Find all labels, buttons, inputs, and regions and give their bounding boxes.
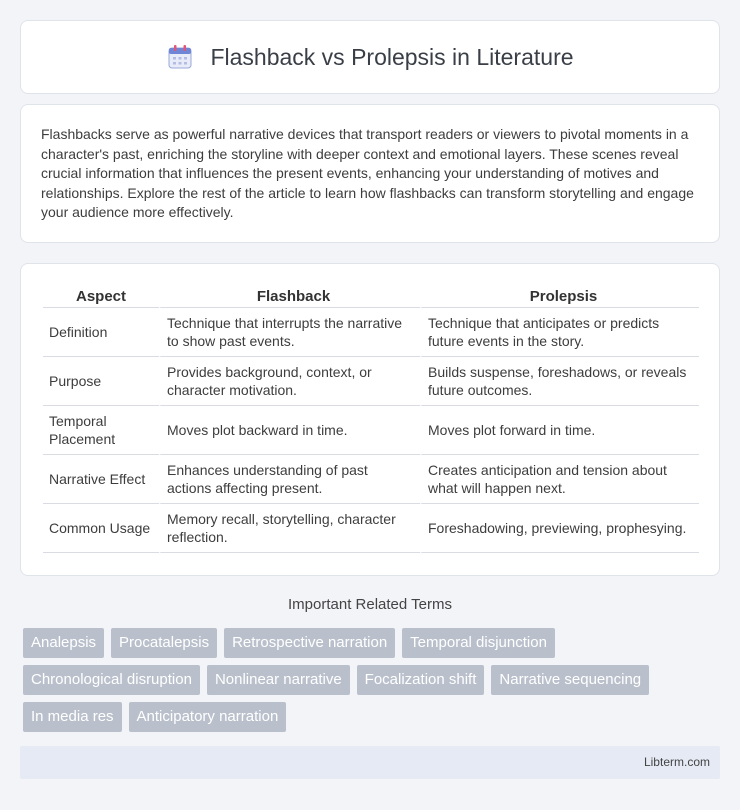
tag-retrospective-narration[interactable]: Retrospective narration [224, 628, 395, 658]
page-title: Flashback vs Prolepsis in Literature [210, 43, 574, 70]
aspect-cell: Purpose [43, 357, 159, 406]
tag-temporal-disjunction[interactable]: Temporal disjunction [402, 628, 555, 658]
related-terms-title: Important Related Terms [288, 596, 452, 613]
footer-site-link[interactable]: Libterm.com [643, 755, 710, 769]
flashback-cell: Technique that interrupts the narrative to show past events. [159, 308, 420, 357]
tag-analepsis[interactable]: Analepsis [23, 628, 104, 658]
tag-narrative-sequencing[interactable]: Narrative sequencing [491, 665, 649, 695]
header-aspect: Aspect [43, 284, 159, 308]
table-row [43, 308, 699, 357]
tag-chronological-disruption[interactable]: Chronological disruption [23, 665, 200, 695]
tag-in-media-res[interactable]: In media res [23, 702, 122, 732]
related-terms-list [23, 628, 713, 732]
tag-focalization-shift[interactable]: Focalization shift [357, 665, 485, 695]
prolepsis-cell: Technique that anticipates or predicts future events in the story. [420, 308, 699, 357]
tag-nonlinear-narrative[interactable]: Nonlinear narrative [207, 665, 350, 695]
header-card [20, 20, 720, 94]
flashback-cell: Moves plot backward in time. [159, 406, 420, 455]
table-row [43, 504, 699, 553]
table-row [43, 406, 699, 455]
table-row [43, 455, 699, 504]
aspect-cell: Definition [43, 308, 159, 357]
intro-card [20, 104, 720, 243]
prolepsis-cell: Moves plot forward in time. [420, 406, 699, 455]
tag-anticipatory-narration[interactable]: Anticipatory narration [129, 702, 287, 732]
flashback-cell: Memory recall, storytelling, character reflection. [159, 504, 420, 553]
flashback-cell: Enhances understanding of past actions affecting present. [159, 455, 420, 504]
calendar-icon [166, 43, 194, 71]
comparison-table [43, 284, 699, 553]
table-header-row [43, 284, 699, 308]
flashback-cell: Provides background, context, or character motivation. [159, 357, 420, 406]
aspect-cell: Common Usage [43, 504, 159, 553]
tag-procatalepsis[interactable]: Procatalepsis [111, 628, 217, 658]
prolepsis-cell: Foreshadowing, previewing, prophesying. [420, 504, 699, 553]
header-flashback: Flashback [159, 284, 420, 308]
title-wrap [166, 43, 573, 71]
header-prolepsis: Prolepsis [420, 284, 699, 308]
aspect-cell: Temporal Placement [43, 406, 159, 455]
comparison-table-card [20, 263, 720, 576]
aspect-cell: Narrative Effect [43, 455, 159, 504]
table-row [43, 357, 699, 406]
prolepsis-cell: Creates anticipation and tension about what will happen next. [420, 455, 699, 504]
prolepsis-cell: Builds suspense, foreshadows, or reveals future outcomes. [420, 357, 699, 406]
footer [20, 746, 720, 779]
intro-paragraph: Flashbacks serve as powerful narrative devices that transport readers or viewers to pivotal moments in a character's past, enriching the storyline with deeper context and emotional layers. These scenes reveal crucial information that influences the present events, enhancing your understanding of motives and relationships. Explore the rest of the article to learn how flashbacks can transform storytelling and engage your audience more effectively. [41, 126, 694, 220]
